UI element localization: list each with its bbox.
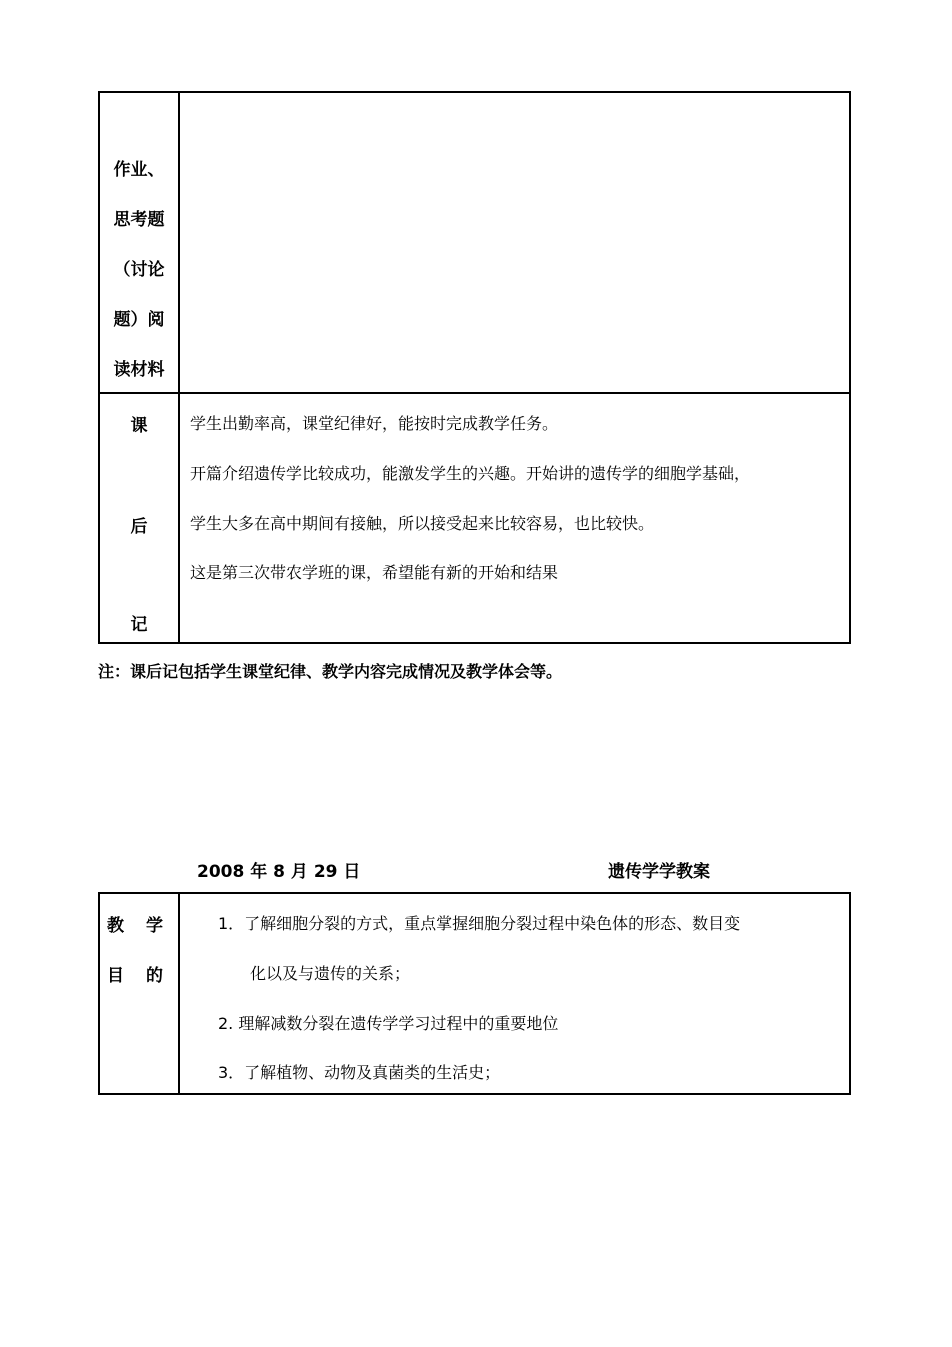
objectives-content-cell xyxy=(179,893,850,1094)
objective-item: 2. 理解减数分裂在遗传学学习过程中的重要地位 xyxy=(218,1014,559,1033)
objective-item: 化以及与遗传的关系； xyxy=(250,964,411,983)
homework-label-cell xyxy=(99,92,179,393)
notes-paragraph: 学生出勤率高，课堂纪律好，能按时完成教学任务。 xyxy=(190,414,559,433)
notes-label-cell xyxy=(99,393,179,643)
notes-paragraph: 开篇介绍遗传学比较成功，能激发学生的兴趣。开始讲的遗传学的细胞学基础， xyxy=(190,464,751,483)
objectives-label-line: 教 学 xyxy=(107,916,171,936)
post-class-notes-row xyxy=(99,393,850,643)
objective-item: 3．了解植物、动物及真菌类的生活史； xyxy=(218,1063,501,1082)
notes-label-char: 记 xyxy=(130,615,148,635)
lesson-record-table xyxy=(98,91,851,644)
notes-paragraph: 学生大多在高中期间有接触，所以接受起来比较容易，也比较快。 xyxy=(190,514,655,533)
homework-row xyxy=(99,92,850,393)
notes-content-cell xyxy=(179,393,850,643)
notes-label-char: 课 xyxy=(130,416,148,436)
notes-label-char: 后 xyxy=(130,517,148,537)
notes-paragraph: 这是第三次带农学班的课，希望能有新的开始和结果 xyxy=(190,563,559,582)
footnote: 注：课后记包括学生课堂纪律、教学内容完成情况及教学体会等。 xyxy=(98,662,563,681)
objectives-label-line: 目 的 xyxy=(107,966,171,986)
homework-label-line: 读材料 xyxy=(113,360,165,380)
homework-label-line: 思考题 xyxy=(113,210,165,230)
homework-label-line: 题）阅 xyxy=(113,310,165,330)
homework-content xyxy=(180,93,849,392)
homework-label-line: 作业、 xyxy=(113,160,165,180)
document-title: 遗传学学教案 xyxy=(608,862,710,882)
homework-content-cell xyxy=(179,92,850,393)
lesson-date: 2008 年 8 月 29 日 xyxy=(197,862,361,882)
homework-label-line: （讨论 xyxy=(113,260,165,280)
objective-item: 1．了解细胞分裂的方式，重点掌握细胞分裂过程中染色体的形态、数目变 xyxy=(218,914,741,933)
objectives-row xyxy=(99,893,850,1094)
objectives-label-cell xyxy=(99,893,179,1094)
teaching-objectives-table xyxy=(98,892,851,1095)
